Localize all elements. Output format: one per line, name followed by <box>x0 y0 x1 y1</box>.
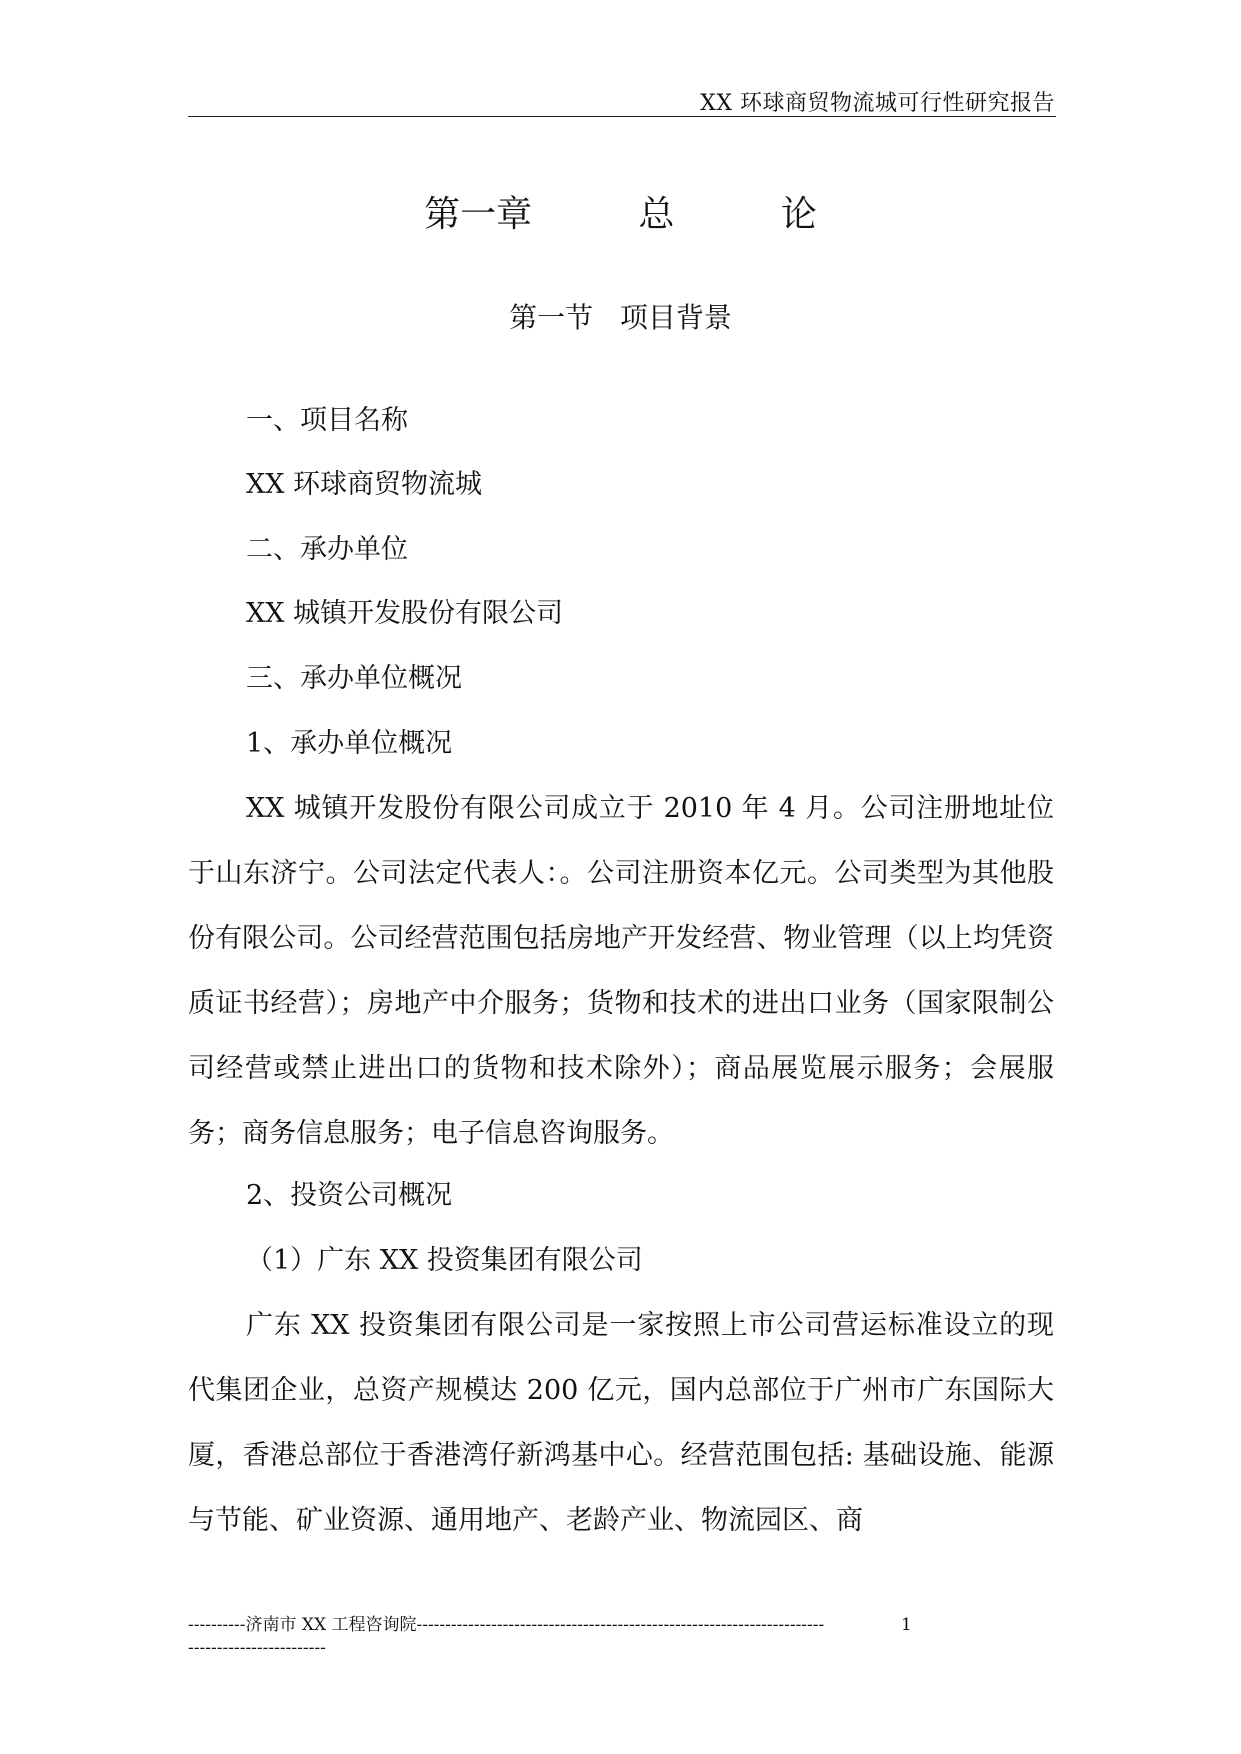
item2-value: XX 城镇开发股份有限公司 <box>246 598 564 629</box>
item2-heading: 二、承办单位 <box>246 534 408 565</box>
chapter-title: 第一章 总 论 <box>424 194 817 235</box>
page-number: 1 <box>901 1615 912 1635</box>
item3-heading: 三、承办单位概况 <box>246 663 462 694</box>
running-header: XX 环球商贸物流城可行性研究报告 <box>700 91 1055 116</box>
item1-heading: 一、项目名称 <box>246 405 408 436</box>
sub1-paragraph: XX 城镇开发股份有限公司成立于 2010 年 4 月。公司注册地址位于山东济宁。公司法定代表人：。公司注册资本亿元。公司类型为其他股份有限公司。公司经营范围包括房地产开发经营、物业管理（以上均凭资质证书经营）；房地产中介服务；货物和技术的进出口业务（国家限制公司经营或禁止进出口的货物和技术除外）；商品展览展示服务；会展服务；商务信息服务；电子信息咨询服务。 <box>188 793 1054 1149</box>
footer-line-continuation: ------------------------ <box>188 1638 326 1658</box>
item1-value: XX 环球商贸物流城 <box>246 469 483 500</box>
sub2-item1-heading: （1）广东 XX 投资集团有限公司 <box>246 1245 643 1276</box>
sub2-heading: 2、投资公司概况 <box>246 1180 453 1211</box>
sub1-heading: 1、承办单位概况 <box>246 728 453 759</box>
footer-line: ----------济南市 XX 工程咨询院----------------------------------------------------------------------- <box>188 1615 825 1635</box>
section-title: 第一节 项目背景 <box>509 301 732 334</box>
sub2-item1-paragraph: 广东 XX 投资集团有限公司是一家按照上市公司营运标准设立的现代集团企业，总资产规模达 200 亿元，国内总部位于广州市广东国际大厦，香港总部位于香港湾仔新鸿基中心。经营范围包括: 基础设施、能源与节能、矿业资源、通用地产、老龄产业、物流园区、商 <box>188 1310 1054 1536</box>
header-rule <box>188 116 1056 117</box>
